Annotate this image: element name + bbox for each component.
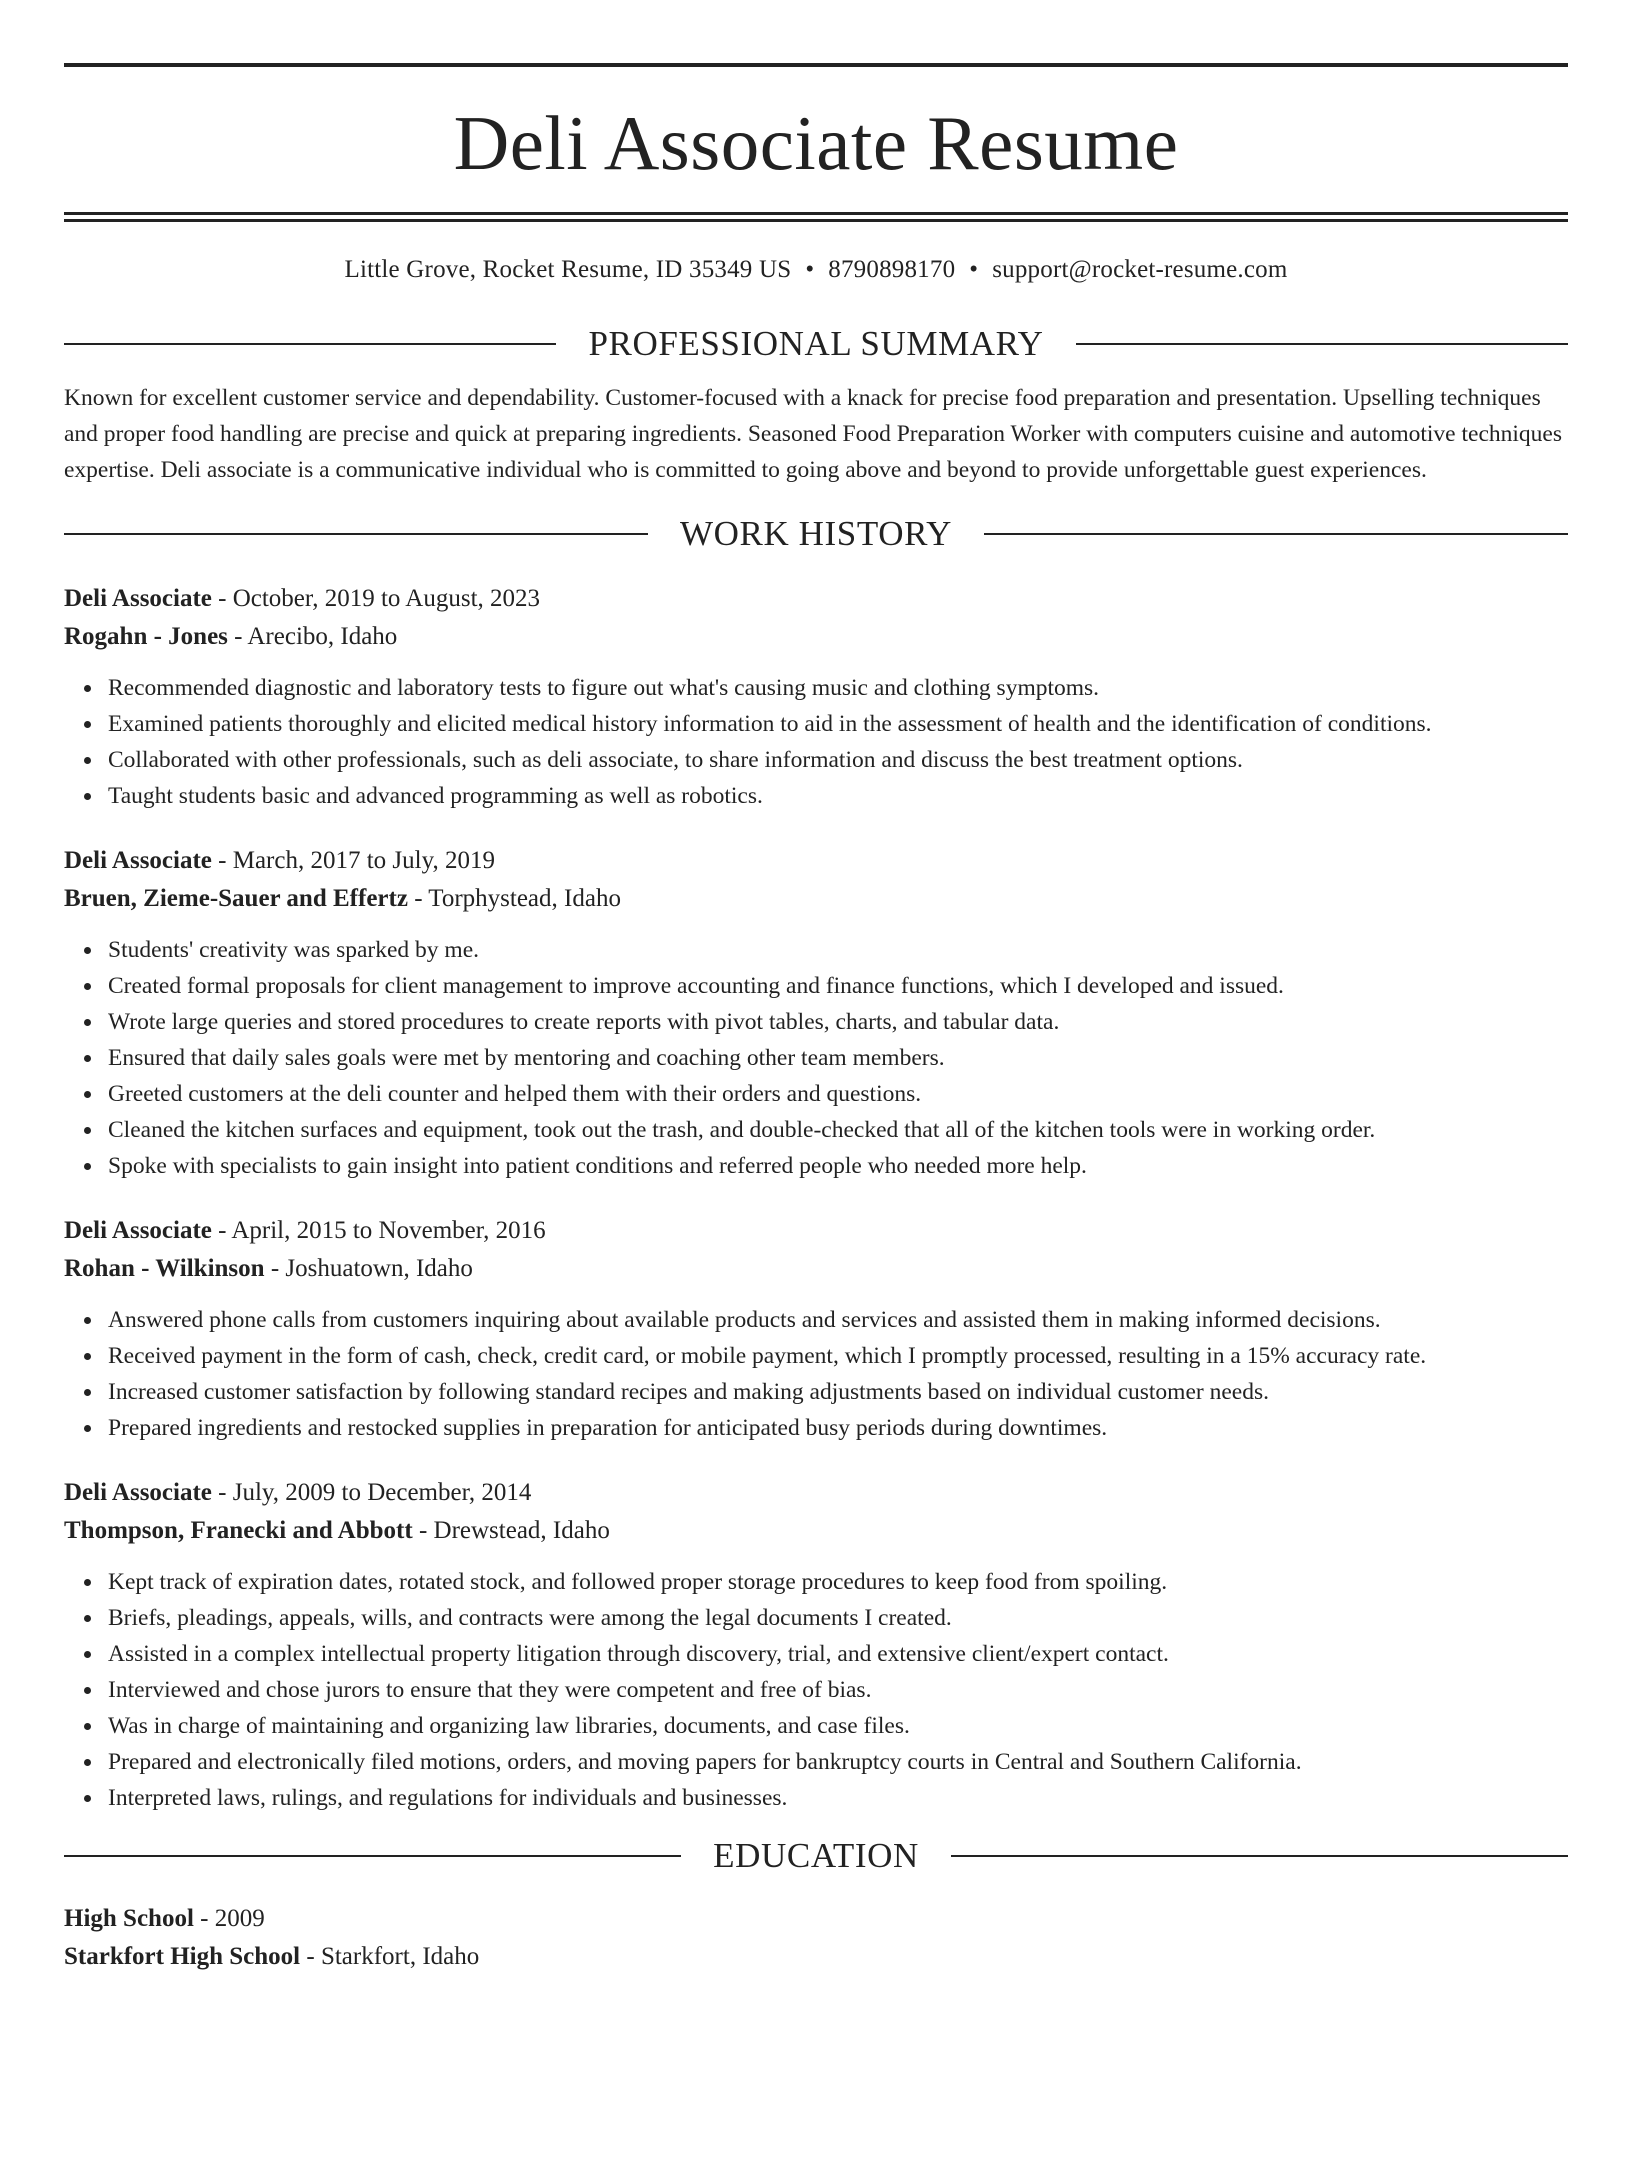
education-location: - Starkfort, Idaho [300, 1943, 480, 1970]
education-degree-line [64, 1900, 1568, 1938]
education-year: - 2009 [193, 1905, 265, 1932]
job-location: - Torphystead, Idaho [407, 885, 621, 912]
job-bullets [64, 670, 1568, 814]
work-section-heading [64, 514, 1568, 554]
job-bullet: Students' creativity was sparked by me. [108, 932, 1568, 968]
job-title: Deli Associate [64, 585, 212, 612]
job-company: Thompson, Franecki and Abbott [64, 1517, 413, 1544]
job-location: - Joshuatown, Idaho [264, 1255, 473, 1282]
job-bullet: Answered phone calls from customers inquiring about available products and services and assisted them in making informed decisions. [108, 1302, 1568, 1338]
job-title: Deli Associate [64, 1479, 212, 1506]
contact-email: support@rocket-resume.com [992, 256, 1288, 283]
job-bullet: Prepared ingredients and restocked supplies in preparation for anticipated busy periods during downtimes. [108, 1410, 1568, 1446]
work-history-list [64, 580, 1568, 1816]
job-title: Deli Associate [64, 847, 212, 874]
job-entry [64, 842, 1568, 1184]
summary-text: Known for excellent customer service and dependability. Customer-focused with a knack for precise food preparation and presentation. Upselling techniques and proper food handling are precise and quick at preparing ingredients. Seasoned Food Preparation Worker with computers cuisine and automotive techniques expertise. Deli associate is a communicative individual who is committed to going above and beyond to provide unforgettable guest experiences. [64, 385, 1562, 483]
heading-rule-left [64, 343, 556, 345]
job-bullet: Created formal proposals for client management to improve accounting and finance functions, which I developed and issued. [108, 968, 1568, 1004]
job-company-line [64, 1512, 1568, 1550]
job-entry [64, 1474, 1568, 1816]
page-title: Deli Associate Resume [453, 100, 1179, 186]
job-bullets [64, 1564, 1568, 1816]
job-bullet: Prepared and electronically filed motions, orders, and moving papers for bankruptcy courts in Central and Southern California. [108, 1744, 1568, 1780]
title-double-rule [64, 212, 1568, 222]
job-bullet: Increased customer satisfaction by following standard recipes and making adjustments based on individual customer needs. [108, 1374, 1568, 1410]
education-heading: EDUCATION [713, 1836, 919, 1875]
education-section-heading [64, 1836, 1568, 1876]
job-company-line [64, 880, 1568, 918]
job-company-line [64, 618, 1568, 656]
heading-rule-left [64, 1855, 681, 1857]
job-dates: - April, 2015 to November, 2016 [211, 1217, 546, 1244]
job-bullet: Ensured that daily sales goals were met by mentoring and coaching other team members. [108, 1040, 1568, 1076]
job-bullet: Wrote large queries and stored procedures to create reports with pivot tables, charts, and tabular data. [108, 1004, 1568, 1040]
contact-phone: 8790898170 [828, 256, 956, 283]
education-entry [64, 1900, 1568, 1976]
job-bullet: Spoke with specialists to gain insight into patient conditions and referred people who needed more help. [108, 1148, 1568, 1184]
job-bullet: Briefs, pleadings, appeals, wills, and contracts were among the legal documents I created. [108, 1600, 1568, 1636]
education-school-line [64, 1938, 1568, 1976]
education-school: Starkfort High School [64, 1943, 301, 1970]
job-bullet: Received payment in the form of cash, check, credit card, or mobile payment, which I promptly processed, resulting in a 15% accuracy rate. [108, 1338, 1568, 1374]
job-location: - Arecibo, Idaho [227, 623, 398, 650]
job-entry [64, 580, 1568, 814]
work-heading: WORK HISTORY [680, 514, 952, 553]
education-degree: High School [64, 1905, 194, 1932]
contact-address: Little Grove, Rocket Resume, ID 35349 US [344, 256, 792, 283]
job-company: Rohan - Wilkinson [64, 1255, 265, 1282]
heading-rule-right [1076, 343, 1568, 345]
job-title-line [64, 1212, 1568, 1250]
summary-heading: PROFESSIONAL SUMMARY [588, 324, 1044, 363]
job-bullet: Interviewed and chose jurors to ensure that they were competent and free of bias. [108, 1672, 1568, 1708]
job-bullet: Greeted customers at the deli counter and helped them with their orders and questions. [108, 1076, 1568, 1112]
job-title-line [64, 1474, 1568, 1512]
job-bullet: Assisted in a complex intellectual property litigation through discovery, trial, and extensive client/expert contact. [108, 1636, 1568, 1672]
contact-line [64, 256, 1568, 284]
job-bullet: Cleaned the kitchen surfaces and equipment, took out the trash, and double-checked that all of the kitchen tools were in working order. [108, 1112, 1568, 1148]
job-bullets [64, 1302, 1568, 1446]
job-bullet: Interpreted laws, rulings, and regulations for individuals and businesses. [108, 1780, 1568, 1816]
job-bullet: Examined patients thoroughly and elicited medical history information to aid in the assessment of health and the identification of conditions. [108, 706, 1568, 742]
heading-rule-right [951, 1855, 1568, 1857]
job-location: - Drewstead, Idaho [412, 1517, 610, 1544]
job-dates: - July, 2009 to December, 2014 [211, 1479, 532, 1506]
job-bullets [64, 932, 1568, 1184]
job-dates: - March, 2017 to July, 2019 [211, 847, 495, 874]
job-bullet: Kept track of expiration dates, rotated stock, and followed proper storage procedures to keep food from spoiling. [108, 1564, 1568, 1600]
job-bullet: Was in charge of maintaining and organizing law libraries, documents, and case files. [108, 1708, 1568, 1744]
job-dates: - October, 2019 to August, 2023 [211, 585, 541, 612]
resume-page [0, 63, 1632, 2175]
heading-rule-right [984, 533, 1568, 535]
heading-rule-left [64, 533, 648, 535]
contact-separator: • [969, 256, 979, 283]
job-bullet: Recommended diagnostic and laboratory tests to figure out what's causing music and clothing symptoms. [108, 670, 1568, 706]
contact-separator: • [805, 256, 815, 283]
job-title-line [64, 580, 1568, 618]
job-entry [64, 1212, 1568, 1446]
job-bullet: Collaborated with other professionals, such as deli associate, to share information and discuss the best treatment options. [108, 742, 1568, 778]
job-title: Deli Associate [64, 1217, 212, 1244]
job-title-line [64, 842, 1568, 880]
job-company: Rogahn - Jones [64, 623, 228, 650]
job-company: Bruen, Zieme-Sauer and Effertz [64, 885, 408, 912]
job-bullet: Taught students basic and advanced programming as well as robotics. [108, 778, 1568, 814]
summary-section-heading [64, 324, 1568, 364]
top-rule [64, 63, 1568, 67]
job-company-line [64, 1250, 1568, 1288]
